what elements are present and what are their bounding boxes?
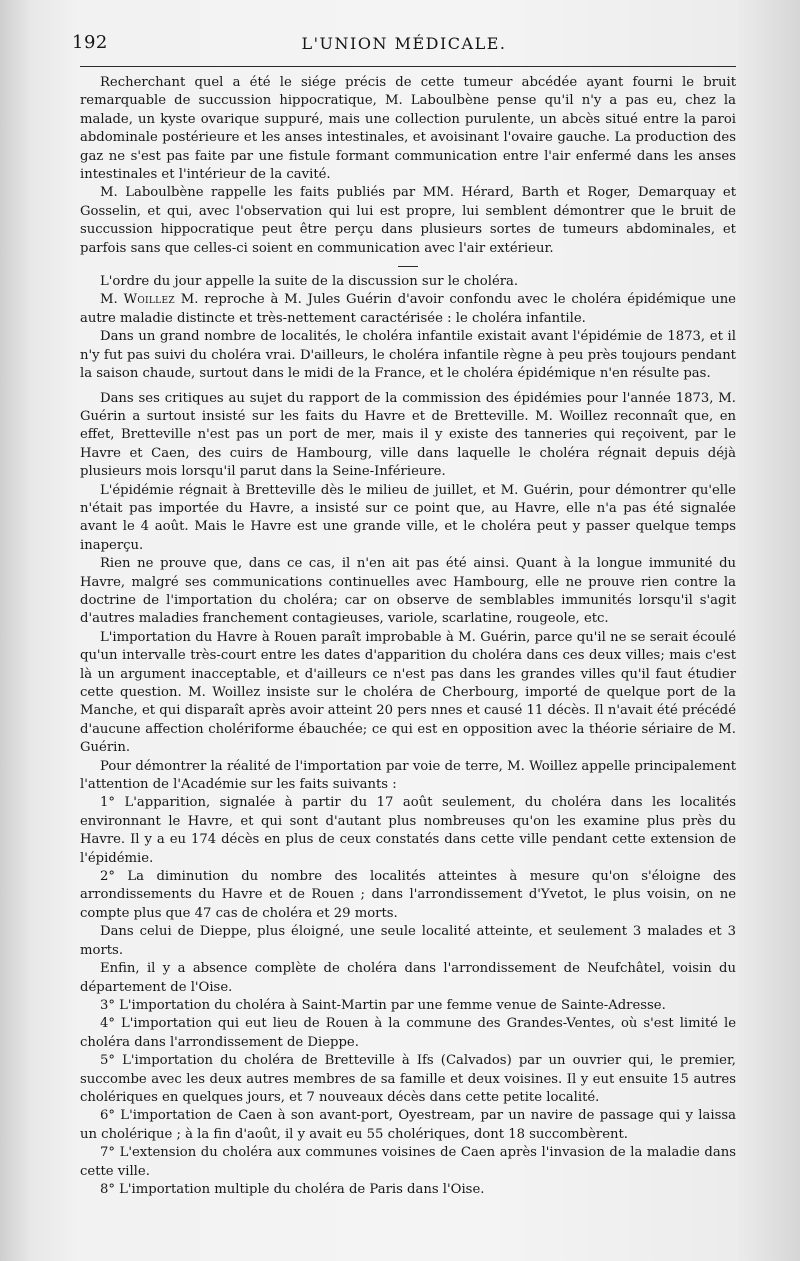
paragraph: M. Woillez M. reproche à M. Jules Guérin d'avoir confondu avec le choléra épidémique une autre maladie distincte et très-nettement caractérisée : le choléra infantile.	[80, 292, 736, 326]
list-item: 1° L'apparition, signalée à partir du 17 août seulement, du choléra dans les localités environnant le Havre, et qui sont d'autant plus nombreuses qu'on les examine plus près du Havre. Il y a eu 174 décès en plus de ceux constatés dans cette ville pendant cette extension de l'épidémie.	[80, 795, 736, 866]
header-rule	[80, 66, 736, 67]
paragraph: L'épidémie régnait à Bretteville dès le milieu de juillet, et M. Guérin, pour démontrer qu'elle n'était pas importée du Havre, a insisté sur ce point que, au Havre, elle n'a pas été signalée avant le 4 août. Mais le Havre est une grande ville, et le choléra peut y passer quelque temps inaperçu.	[80, 482, 736, 553]
list-item: 8° L'importation multiple du choléra de Paris dans l'Oise.	[100, 1181, 485, 1197]
page-header	[72, 32, 736, 62]
speaker-name: Woillez	[123, 292, 175, 308]
paragraph: Pour démontrer la réalité de l'importation par voie de terre, M. Woillez appelle principalement l'attention de l'Académie sur les faits suivants :	[80, 758, 736, 793]
paragraph: M. Laboulbène rappelle les faits publiés par MM. Hérard, Barth et Roger, Demarquay et Gosselin, et qui, avec l'observation qui lui est propre, lui semblent démontrer que le bruit de succussion hippocratique peut être perçu dans plusieurs sortes de tumeurs abdominales, et parfois sans que celles-ci soient en communication avec l'air extérieur.	[80, 185, 736, 256]
body-text	[80, 74, 736, 1199]
list-item: 4° L'importation qui eut lieu de Rouen à la commune des Grandes-Ventes, où s'est limité le choléra dans l'arrondissement de Dieppe.	[80, 1016, 736, 1050]
list-item: 5° L'importation du choléra de Bretteville à Ifs (Calvados) par un ouvrier qui, le premier, succombe avec les deux autres membres de sa famille et deux voisines. Il y eut ensuite 15 autres cholériques en quelques jours, et 7 nouveaux décès dans cette petite localité.	[80, 1053, 736, 1105]
paragraph-rest: M. reproche à M. Jules Guérin d'avoir confondu avec le choléra épidémique une autre maladie distincte et très-nettement caractérisée : le choléra infantile.	[80, 292, 736, 326]
paragraph: L'ordre du jour appelle la suite de la discussion sur le choléra.	[100, 274, 519, 290]
paragraph: Dans un grand nombre de localités, le choléra infantile existait avant l'épidémie de 1873, et il n'y fut pas suivi du choléra vrai. D'ailleurs, le choléra infantile règne à peu près toujours pendant la saison chaude, surtout dans le midi de la France, et le choléra épidémique n'en résulte pas.	[80, 329, 736, 382]
list-item: 2° La diminution du nombre des localités atteintes à mesure qu'on s'éloigne des arrondissements du Havre et de Rouen ; dans l'arrondissement d'Yvetot, le plus voisin, on ne compte plus que 47 cas de choléra et 29 morts.	[80, 869, 736, 921]
section-separator	[398, 266, 418, 267]
paragraph: Dans ses critiques au sujet du rapport de la commission des épidémies pour l'année 1873, M. Guérin a surtout insisté sur les faits du Havre et de Bretteville. M. Woillez reconnaît que, en effet, Bretteville n'est pas un port de mer, mais il y existe des tanneries qui reçoivent, par le Havre et Caen, des cuirs de Hambourg, ville dans laquelle le choléra régnait depuis déjà plusieurs mois lorsqu'il parut dans la Seine-Inférieure.	[80, 390, 736, 480]
paragraph: Rien ne prouve que, dans ce cas, il n'en ait pas été ainsi. Quant à la longue immunité du Havre, malgré ses communications continuelles avec Hambourg, elle ne prouve rien contre la doctrine de l'importation du choléra; car on observe de semblables immunités lorsqu'il s'agit d'autres maladies franchement contagieuses, variole, scarlatine, rougeole, etc.	[80, 556, 736, 627]
paragraph: Enfin, il y a absence complète de choléra dans l'arrondissement de Neufchâtel, voisin du département de l'Oise.	[80, 961, 736, 995]
list-item: 6° L'importation de Caen à son avant-port, Oyestream, par un navire de passage qui y laissa un cholérique ; à la fin d'août, il y avait eu 55 cholériques, dont 18 succombèrent.	[80, 1108, 736, 1142]
paragraph: Recherchant quel a été le siége précis de cette tumeur abcédée ayant fourni le bruit remarquable de succussion hippocratique, M. Laboulbène pense qu'il n'y a pas eu, chez la malade, un kyste ovarique suppuré, mais une collection purulente, un abcès situé entre la paroi abdominale postérieure et les anses intestinales, et avoisinant l'ovaire gauche. La production des gaz ne s'est pas faite par une fistule formant communication entre l'air enfermé dans les anses intestinales et l'intérieur de la cavité.	[80, 75, 736, 183]
running-head: L'UNION MÉDICALE.	[301, 34, 507, 53]
paragraph: L'importation du Havre à Rouen paraît improbable à M. Guérin, parce qu'il ne se serait écoulé qu'un intervalle très-court entre les dates d'apparition du choléra dans ces deux villes; mais c'est là un argument inacceptable, et d'ailleurs ce n'est pas dans les grandes villes qu'il faut étudier cette question. M. Woillez insiste sur le choléra de Cherbourg, importé de quelque port de la Manche, et qui disparaît après avoir atteint 20 pers nnes et causé 11 décès. Il n'avait été précédé d'aucune affection cholériforme ébauchée; ce qui est en opposition avec la théorie sériaire de M. Guérin.	[80, 629, 736, 756]
list-item: 3° L'importation du choléra à Saint-Martin par une femme venue de Sainte-Adresse.	[100, 997, 666, 1013]
page-number: 192	[72, 32, 108, 53]
list-item: 7° L'extension du choléra aux communes voisines de Caen après l'invasion de la maladie dans cette ville.	[80, 1145, 736, 1179]
paragraph: Dans celui de Dieppe, plus éloigné, une seule localité atteinte, et seulement 3 malades et 3 morts.	[80, 924, 736, 958]
